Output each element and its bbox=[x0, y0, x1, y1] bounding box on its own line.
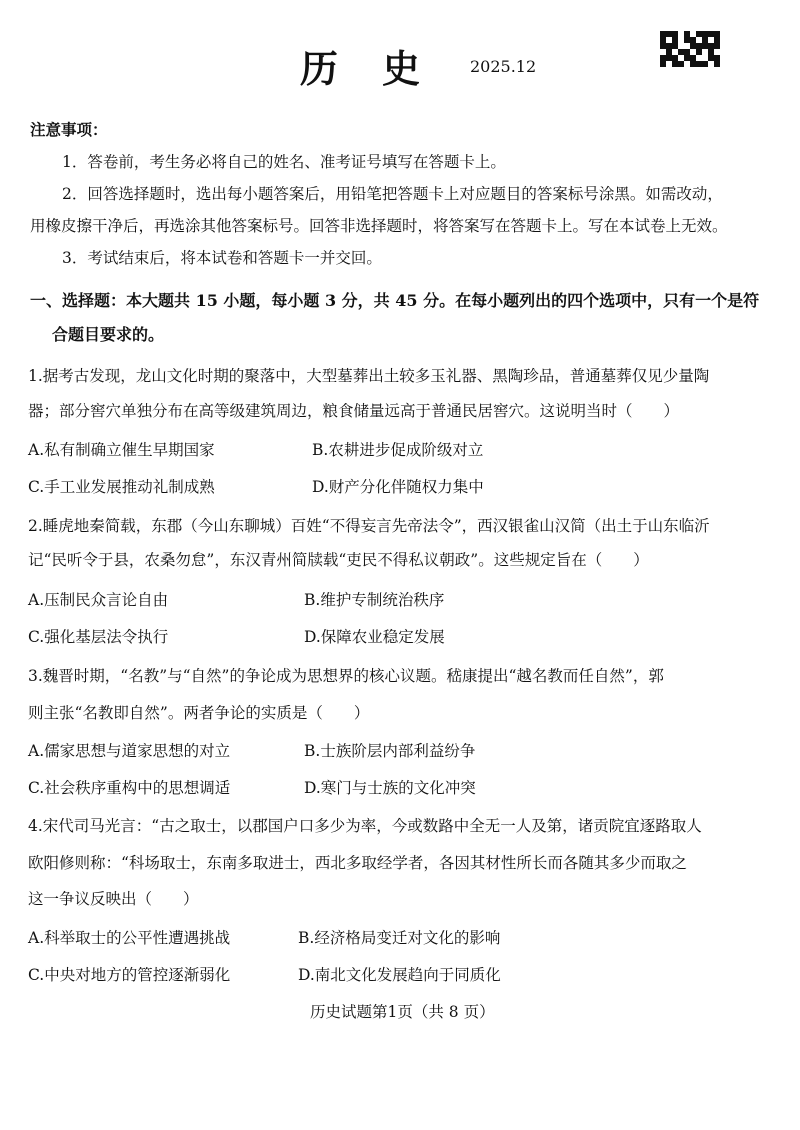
question-3-option-d: D.寒门与士族的文化冲突 bbox=[304, 779, 476, 797]
section-heading-line-1: 一、选择题：本大题共 15 小题，每小题 3 分，共 45 分。在每小题列出的四个选项中，只有一个是符 bbox=[30, 291, 760, 310]
question-2-option-c: C.强化基层法令执行 bbox=[28, 628, 169, 646]
question-4-line-1: 4.宋代司马光言：“古之取士，以郡国户口多少为率，今或数路中全无一人及第，诸贡院宜逐路取人 bbox=[28, 817, 702, 835]
question-2-option-a: A.压制民众言论自由 bbox=[28, 591, 169, 609]
notice-heading: 注意事项： bbox=[30, 120, 108, 139]
question-4-option-a: A.科举取士的公平性遭遇挑战 bbox=[28, 929, 231, 947]
question-3-option-a: A.儒家思想与道家思想的对立 bbox=[28, 742, 231, 760]
exam-date: 2025.12 bbox=[470, 57, 537, 76]
question-1-option-a: A.私有制确立催生早期国家 bbox=[28, 441, 215, 459]
question-4-option-c: C.中央对地方的管控逐渐弱化 bbox=[28, 966, 231, 984]
question-2-option-b: B.维护专制统治秩序 bbox=[304, 591, 445, 609]
notice-item-2-line-2: 用橡皮擦干净后，再选涂其他答案标号。回答非选择题时，将答案写在答题卡上。写在本试卷上无效。 bbox=[30, 217, 728, 235]
notice-item-3: 3．考试结束后，将本试卷和答题卡一并交回。 bbox=[62, 249, 382, 267]
question-3-line-2: 则主张“名教即自然”。两者争论的实质是（ ） bbox=[28, 704, 370, 722]
question-2-option-d: D.保障农业稳定发展 bbox=[304, 628, 445, 646]
notice-item-2-line-1: 2．回答选择题时，选出每小题答案后，用铅笔把答题卡上对应题目的答案标号涂黑。如需改动， bbox=[62, 185, 723, 203]
question-4-line-3: 这一争议反映出（ ） bbox=[28, 890, 199, 908]
question-3-option-c: C.社会秩序重构中的思想调适 bbox=[28, 779, 231, 797]
section-heading-line-2: 合题目要求的。 bbox=[52, 325, 165, 344]
question-4-line-2: 欧阳修则称：“科场取士，东南多取进士，西北多取经学者，各因其材性所长而各随其多少而取之 bbox=[28, 854, 687, 872]
question-4-option-d: D.南北文化发展趋向于同质化 bbox=[298, 966, 501, 984]
question-3-option-b: B.士族阶层内部利益纷争 bbox=[304, 742, 476, 760]
question-1-option-b: B.农耕进步促成阶级对立 bbox=[312, 441, 484, 459]
question-3-line-1: 3.魏晋时期，“名教”与“自然”的争论成为思想界的核心议题。嵇康提出“越名教而任自然”，郭 bbox=[28, 667, 664, 685]
page-title: 历史 bbox=[300, 47, 465, 91]
question-1-line-2: 器；部分窖穴单独分布在高等级建筑周边，粮食储量远高于普通民居窖穴。这说明当时（ ） bbox=[28, 402, 680, 420]
question-2-line-2: 记“民听令于县，农桑勿怠”，东汉青州简牍载“吏民不得私议朝政”。这些规定旨在（ ） bbox=[28, 551, 649, 569]
question-1-option-d: D.财产分化伴随权力集中 bbox=[312, 478, 484, 496]
question-4-option-b: B.经济格局变迁对文化的影响 bbox=[298, 929, 501, 947]
page-footer: 历史试题第1页（共 8 页） bbox=[310, 1003, 495, 1021]
question-1-line-1: 1.据考古发现，龙山文化时期的聚落中，大型墓葬出土较多玉礼器、黑陶珍品，普通墓葬仅见少量陶 bbox=[28, 367, 710, 385]
notice-item-1: 1．答卷前，考生务必将自己的姓名、准考证号填写在答题卡上。 bbox=[62, 153, 506, 171]
question-1-option-c: C.手工业发展推动礼制成熟 bbox=[28, 478, 215, 496]
qr-code-icon bbox=[660, 31, 720, 67]
question-2-line-1: 2.睡虎地秦简载，东郡（今山东聊城）百姓“不得妄言先帝法令”，西汉银雀山汉简（出土于山东临沂 bbox=[28, 517, 710, 535]
